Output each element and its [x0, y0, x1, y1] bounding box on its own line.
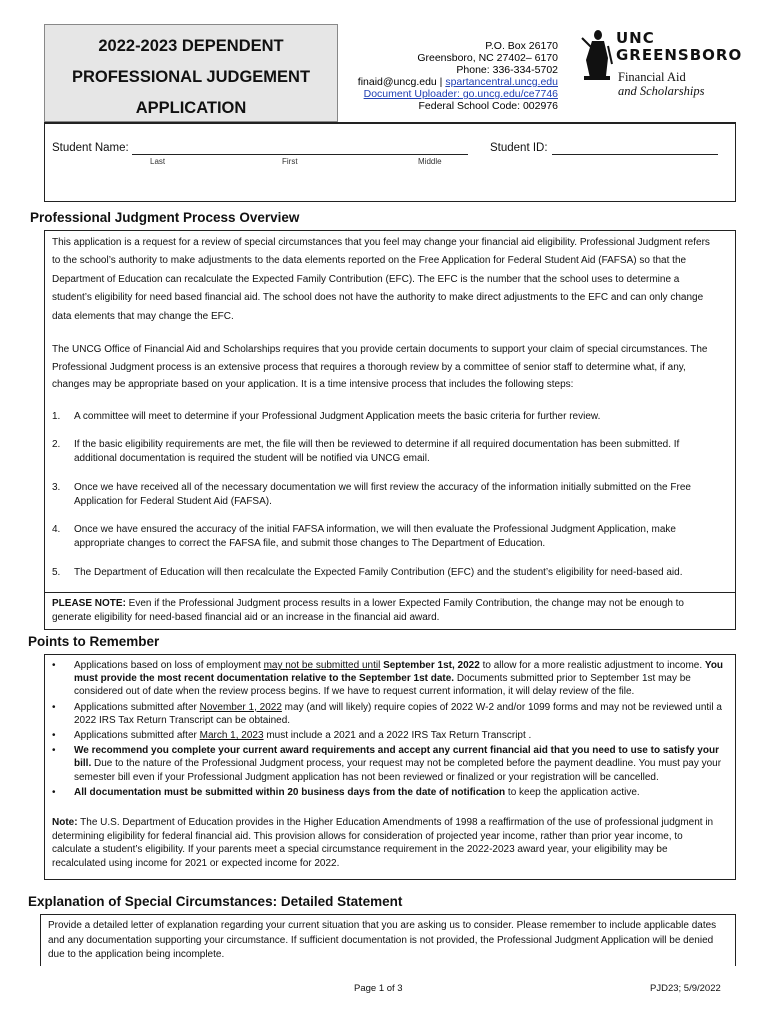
- form-code: PJD23; 5/9/2022: [650, 983, 721, 994]
- point-text: must include a 2021 and a 2022 IRS Tax Return Transcript .: [263, 730, 532, 742]
- step-text: Once we have received all of the necessary documentation we will first review the accuracy of the information initially submitted on the Free Application for Federal Student Aid (FAFSA).: [74, 482, 691, 507]
- points-heading: Points to Remember: [28, 634, 160, 649]
- document-uploader-link[interactable]: Document Uploader: go.uncg.edu/ce7746: [363, 88, 558, 100]
- email-portal-line: [340, 76, 558, 88]
- explanation-text: Provide a detailed letter of explanation regarding your current situation that you are asking us to consider. Please remember to include applicable dates and any documentation supporting your circumstance. If sufficient documentation is not provided, the Professional Judgment Application will be denied due to the application being incomplete.: [48, 920, 717, 960]
- step-number: 1.: [52, 411, 61, 422]
- title-line-3: APPLICATION: [135, 99, 247, 117]
- point-text: Applications submitted after: [74, 701, 200, 713]
- separator: |: [436, 76, 446, 88]
- step-text: If the basic eligibility requirements are met, the file will then be reviewed to determine if all required documentation has been submitted. If additional documentation is required the student will be notified via UNCG email.: [74, 439, 680, 464]
- points-list: [50, 659, 734, 801]
- last-name-sublabel: Last: [150, 157, 166, 166]
- city-zip: Greensboro, NC 27402– 6170: [417, 52, 558, 64]
- title-line-2: PROFESSIONAL JUDGEMENT: [71, 68, 311, 86]
- please-note: [52, 597, 722, 625]
- point-text: to allow for a more realistic adjustment to income.: [479, 660, 705, 671]
- point-emphasis: You must provide the most recent documentation relative to the September 1st date.: [74, 660, 724, 685]
- student-info-box: [44, 122, 736, 202]
- middle-name-sublabel: Middle: [418, 157, 442, 166]
- title-line-1: 2022-2023 DEPENDENT: [98, 37, 284, 55]
- logo-financial-aid: Financial Aid: [618, 70, 686, 84]
- first-name-sublabel: First: [282, 157, 298, 166]
- portal-link[interactable]: spartancentral.uncg.edu: [445, 76, 558, 88]
- point-march: [50, 729, 734, 742]
- email-link[interactable]: finaid@uncg.edu: [357, 76, 437, 88]
- explanation-heading: Explanation of Special Circumstances: Detailed Statement: [28, 894, 403, 909]
- please-note-text: Even if the Professional Judgment process results in a lower Expected Family Contribution, the change may not be enough to generate eligibility for need-based financial aid or an increase in the financial aid award.: [52, 598, 684, 623]
- logo-greensboro: GREENSBORO: [616, 46, 743, 64]
- student-id-field[interactable]: [552, 144, 718, 155]
- point-text: Applications submitted after: [74, 730, 200, 742]
- point-november: [50, 701, 734, 727]
- student-id-label: Student ID:: [490, 142, 548, 154]
- point-date: November 1, 2022: [199, 701, 282, 713]
- points-note-label: Note:: [52, 817, 78, 828]
- step-number: 2.: [52, 439, 61, 450]
- logo-unc: UNC: [616, 29, 655, 47]
- phone: Phone: 336-334-5702: [456, 64, 558, 76]
- student-name-label: Student Name:: [52, 142, 129, 154]
- overview-paragraph-1: This application is a request for a review of special circumstances that you feel may change your financial aid eligibility. Professional Judgment refers to the school’s authority to make adjustments to the data elements reported on the Free Application for Federal Student Aid (FAFSA) so that the Department of Education can recalculate the Expected Family Contribution (EFC). The EFC is the number that the school uses to determine a student’s eligibility for need based financial aid. The school does not have the authority to make direct adjustments to the EFC and can only change data elements that may change the EFC.: [52, 237, 710, 322]
- point-underline: may not be submitted until: [263, 660, 381, 671]
- step-text: A committee will meet to determine if your Professional Judgment Application meets the basic criteria for further review.: [74, 411, 601, 422]
- point-emphasis: All documentation must be submitted within 20 business days from the date of notification: [74, 786, 506, 798]
- minerva-statue-icon: [578, 28, 614, 82]
- please-note-label: PLEASE NOTE:: [52, 598, 126, 609]
- step-text: The Department of Education will then recalculate the Expected Family Contribution (EFC) and the student’s eligibility for need-based aid.: [74, 567, 683, 578]
- point-text: may (and will likely) require copies of 2022 W-2 and/or 1099 forms and may not be reviewed until a 2022 IRS Tax Return Transcript can be obtained.: [74, 701, 722, 726]
- divider: [44, 592, 736, 593]
- overview-paragraph-2: The UNCG Office of Financial Aid and Scholarships requires that you provide certain documents to support your claim of special circumstances. The Professional Judgment process is an extensive process that requires a thorough review by a committee of senior staff to determine what, if any, changes may be appropriate based on your application. It is a time intensive process that includes the following steps:: [52, 344, 708, 390]
- step-number: 5.: [52, 567, 61, 578]
- point-text: Documents submitted prior to September 1st may be considered out of date when the review process begins. If we have to request current information, it will delay review of the file.: [74, 673, 691, 698]
- point-text: Applications based on loss of employment: [74, 660, 264, 671]
- points-note-text: The U.S. Department of Education provides in the Higher Education Amendments of 1998 a reaffirmation of the use of professional judgment in determining eligibility for federal financial aid. This provision allows for consideration of projected year income, rather than prior year income, to calculate a student’s eligibility. If your parents meet a special circumstance requirement in the 2022-2023 award year, your eligibility may be recalculated using income for 2021 or expected income for 2022.: [52, 817, 714, 869]
- point-text: Due to the nature of the Professional Judgment process, your request may not be completed before the payment deadline. You must pay your semester bill even if your Professional Judgment application has not been reviewed or finalized or your registration will be cancelled.: [74, 758, 722, 783]
- point-date: March 1, 2023: [199, 730, 264, 742]
- step-number: 3.: [52, 482, 61, 493]
- school-code: Federal School Code: 002976: [418, 100, 558, 112]
- contact-block: [340, 40, 558, 112]
- student-name-field[interactable]: [132, 144, 468, 155]
- logo-scholarships: and Scholarships: [618, 84, 705, 98]
- point-employment-loss: [50, 659, 734, 699]
- point-documentation-deadline: [50, 786, 734, 799]
- point-emphasis: We recommend you complete your current award requirements and accept any current financial aid that you need to use to satisfy your bill.: [74, 745, 719, 770]
- po-box: P.O. Box 26170: [485, 40, 558, 52]
- step-number: 4.: [52, 524, 61, 535]
- point-award-requirements: [50, 744, 734, 784]
- point-text: to keep the application active.: [505, 786, 640, 798]
- application-title: [44, 24, 338, 122]
- page-number: Page 1 of 3: [354, 983, 403, 994]
- step-text: Once we have ensured the accuracy of the initial FAFSA information, we will then evaluate the Professional Judgment Application, make appropriate changes to correct the FAFSA file, and submit those changes to The Department of Education.: [74, 524, 676, 549]
- points-note: [52, 816, 714, 870]
- overview-heading: Professional Judgment Process Overview: [30, 210, 300, 225]
- point-date: September 1st, 2022: [380, 660, 480, 671]
